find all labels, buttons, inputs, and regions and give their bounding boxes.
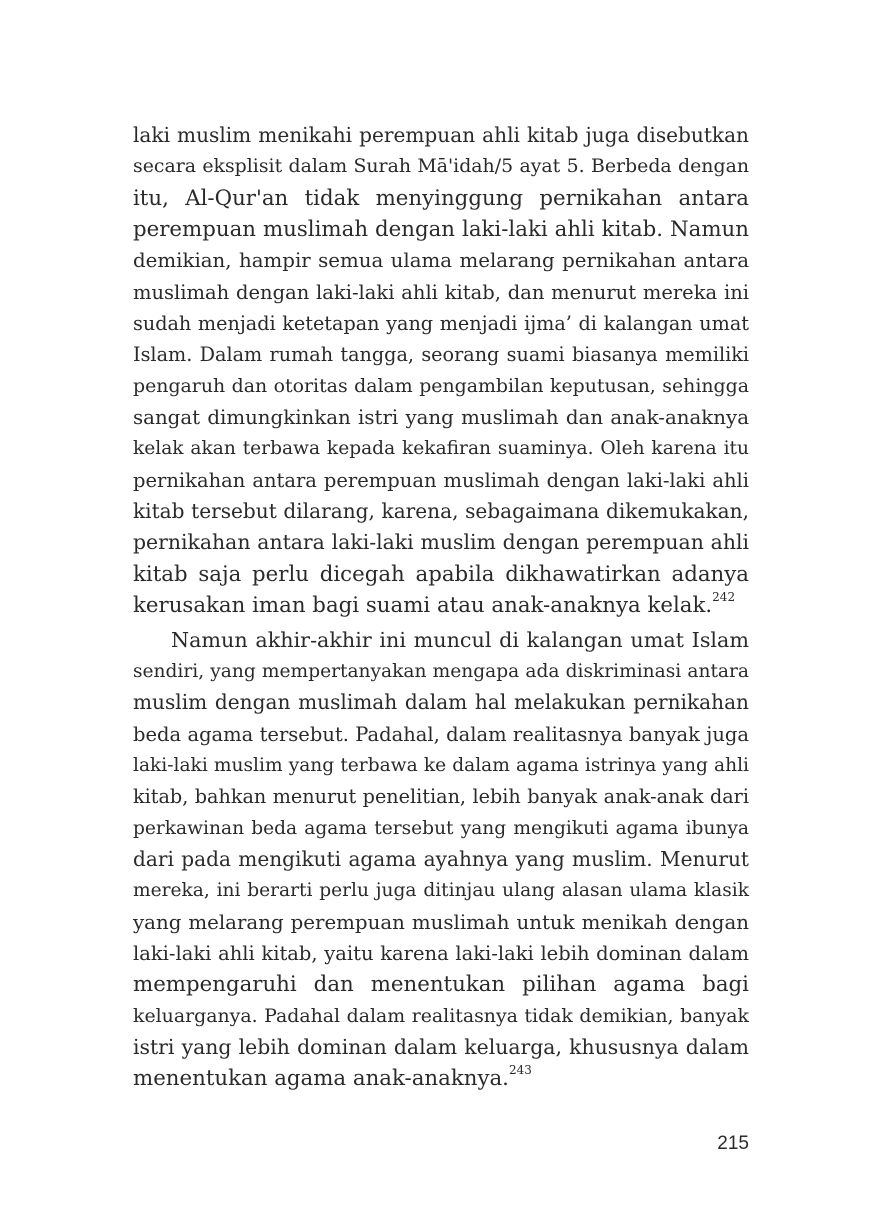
body-text [133, 120, 749, 1095]
text-line: secara eksplisit dalam Surah Mā'idah/5 ayat 5. Berbeda dengan [133, 155, 749, 178]
text-line: beda agama tersebut. Padahal, dalam realitasnya banyak juga [133, 722, 749, 746]
text-line: dari pada mengikuti agama ayahnya yang muslim. Menurut [133, 846, 749, 871]
text-line: muslimah dengan laki-laki ahli kitab, dan menurut mereka ini [133, 280, 749, 304]
text-line: perempuan muslimah dengan laki-laki ahli kitab. Namun [133, 217, 749, 243]
text-line: laki muslim menikahi perempuan ahli kitab juga disebutkan [133, 123, 749, 147]
text-line-last [133, 1063, 749, 1094]
text-line: kelak akan terbawa kepada kekafiran suaminya. Oleh karena itu [133, 438, 749, 460]
text-line: kitab, bahkan menurut penelitian, lebih banyak anak-anak dari [133, 785, 749, 809]
text-line: kitab tersebut dilarang, karena, sebagaimana dikemukakan, [133, 499, 749, 524]
text-line: keluarganya. Padahal dalam realitasnya tidak demikian, banyak [133, 1004, 749, 1027]
page-number: 215 [717, 1133, 749, 1154]
text-line: pengaruh dan otoritas dalam pengambilan keputusan, sehingga [133, 374, 749, 397]
footnote-marker[interactable]: 242 [712, 590, 736, 605]
text-line: mempengaruhi dan menentukan pilihan agama bagi [133, 972, 749, 998]
text-line: itu, Al-Qur'an tidak menyinggung pernikahan antara [133, 185, 749, 211]
text-line: kerusakan iman bagi suami atau anak-anaknya kelak. [133, 593, 713, 619]
footnote-marker[interactable]: 243 [508, 1063, 532, 1078]
text-line: mereka, ini berarti perlu juga ditinjau ulang alasan ulama klasik [133, 880, 749, 902]
text-line: pernikahan antara perempuan muslimah dengan laki-laki ahli [133, 468, 749, 492]
text-line: laki-laki ahli kitab, yaitu karena laki-laki lebih dominan dalam [133, 941, 749, 965]
text-line: muslim dengan muslimah dalam hal melakukan pernikahan [133, 690, 749, 715]
text-line: demikian, hampir semua ulama melarang pernikahan antara [133, 249, 749, 273]
text-line: sendiri, yang mempertanyakan mengapa ada diskriminasi antara [133, 660, 749, 682]
text-line: sangat dimungkinkan istri yang muslimah dan anak-anaknya [133, 406, 749, 430]
text-line: istri yang lebih dominan dalam keluarga, khususnya dalam [133, 1034, 749, 1059]
text-line: Namun akhir-akhir ini muncul di kalangan umat Islam [171, 627, 749, 652]
text-line: sudah menjadi ketetapan yang menjadi ijma’ di kalangan umat [133, 312, 749, 336]
paragraph [133, 625, 749, 1095]
text-line: menentukan agama anak-anaknya. [133, 1066, 509, 1092]
text-line: kitab saja perlu dicegah apabila dikhawatirkan adanya [133, 561, 749, 587]
text-line: perkawinan beda agama tersebut yang mengikuti agama ibunya [133, 817, 749, 839]
text-line: yang melarang perempuan muslimah untuk menikah dengan [133, 910, 749, 934]
paragraph [133, 120, 749, 622]
text-line-last [133, 590, 749, 621]
text-line: pernikahan antara laki-laki muslim dengan perempuan ahli [133, 530, 749, 555]
text-line: laki-laki muslim yang terbawa ke dalam agama istrinya yang ahli [133, 754, 749, 776]
text-line: Islam. Dalam rumah tangga, seorang suami biasanya memiliki [133, 343, 749, 367]
